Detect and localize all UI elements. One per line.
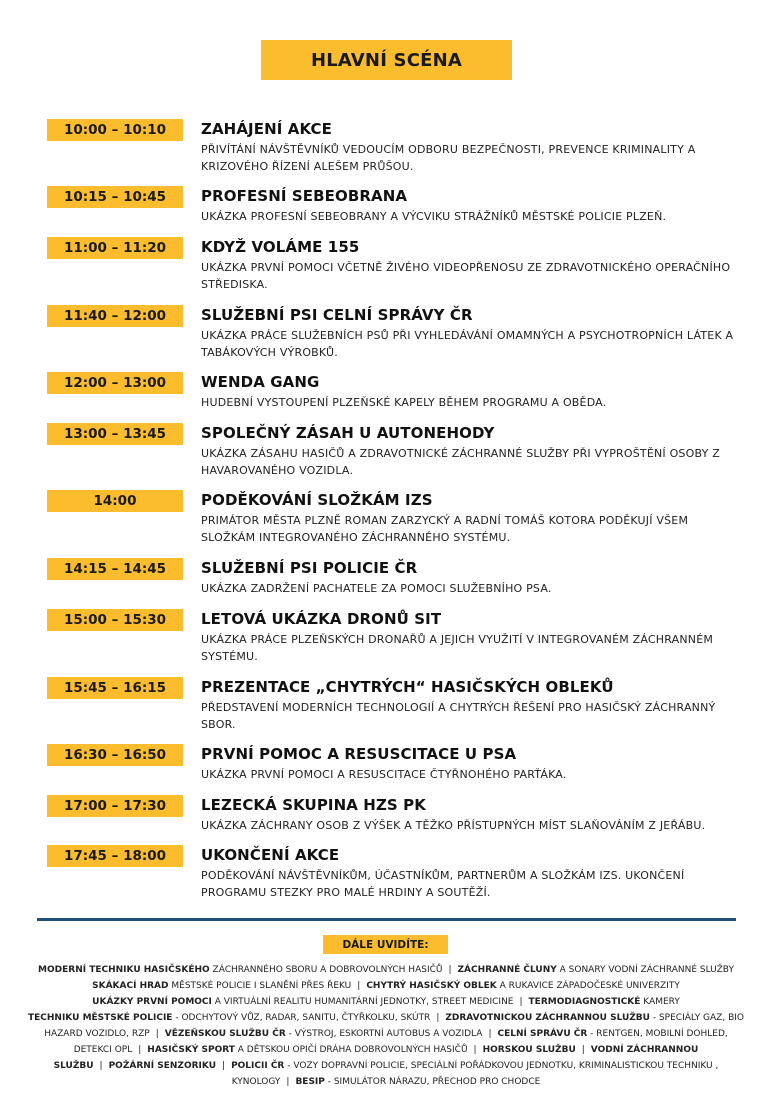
time-badge: 17:00 – 17:30: [47, 795, 183, 817]
event-title: ZAHÁJENÍ AKCE: [201, 120, 332, 138]
time-badge: 14:00: [47, 490, 183, 512]
event-title: PODĚKOVÁNÍ SLOŽKÁM IZS: [201, 491, 433, 509]
also-item-bold: HORSKOU SLUŽBU: [482, 1045, 576, 1055]
event-title: KDYŽ VOLÁME 155: [201, 238, 360, 256]
event-title: SLUŽEBNÍ PSI POLICIE ČR: [201, 559, 418, 577]
also-item-bold: VĚZEŇSKOU SLUŽBU ČR: [164, 1029, 286, 1039]
separator: |: [357, 981, 361, 991]
also-item-bold: CHYTRÝ HASIČSKÝ OBLEK: [366, 981, 497, 991]
event-description: PŘEDSTAVENÍ MODERNÍCH TECHNOLOGIÍ A CHYTRÝCH ŘEŠENÍ PRO HASIČSKÝ ZÁCHRANNÝ SBOR.: [201, 701, 716, 731]
also-see-list: [26, 962, 746, 1090]
also-item-text: - ODCHYTOVÝ VŮZ, RADAR, SANITU, ČTYŘKOLKU, SKÚTR: [172, 1013, 431, 1023]
event-description: UKÁZKA ZÁCHRANY OSOB Z VÝŠEK A TĚŽKO PŘÍSTUPNÝCH MÍST SLAŇOVÁNÍM Z JEŘÁBU.: [201, 819, 706, 832]
also-see-label: DÁLE UVIDÍTE:: [323, 935, 448, 954]
time-badge: 15:45 – 16:15: [47, 677, 183, 699]
separator: |: [436, 1013, 440, 1023]
also-item: [109, 1061, 216, 1071]
also-item-bold: POLICII ČR: [231, 1061, 285, 1071]
separator: |: [473, 1045, 477, 1055]
event-title: PREZENTACE „CHYTRÝCH“ HASIČSKÝCH OBLEKŮ: [201, 678, 614, 696]
also-item: [483, 1045, 576, 1055]
also-item-bold: CELNÍ SPRÁVU ČR: [497, 1029, 588, 1039]
also-item: [458, 965, 734, 975]
time-badge: 15:00 – 15:30: [47, 609, 183, 631]
time-badge: 12:00 – 13:00: [47, 372, 183, 394]
also-item-text: - SIMULÁTOR NÁRAZU, PŘECHOD PRO CHODCE: [324, 1077, 541, 1087]
separator: |: [155, 1029, 159, 1039]
event-description: UKÁZKA ZÁSAHU HASIČŮ A ZDRAVOTNICKÉ ZÁCHRANNÉ SLUŽBY PŘI VYPROŠTĚNÍ OSOBY Z HAVAROVANÉHO VOZIDLA.: [201, 447, 720, 477]
time-badge: 14:15 – 14:45: [47, 558, 183, 580]
event-description: UKÁZKA ZADRŽENÍ PACHATELE ZA POMOCI SLUŽEBNÍHO PSA.: [201, 582, 552, 595]
event-description: PŘIVÍTÁNÍ NÁVŠTĚVNÍKŮ VEDOUCÍM ODBORU BEZPEČNOSTI, PREVENCE KRIMINALITY A KRIZOVÉHO ŘÍZENÍ ALEŠEM PRŮŠOU.: [201, 143, 696, 173]
also-item-bold: VODNÍ ZÁCHRANNOU SLUŽBU: [53, 1045, 699, 1071]
event-title: PRVNÍ POMOC A RESUSCITACE U PSA: [201, 745, 517, 763]
event-title: LETOVÁ UKÁZKA DRONŮ SIT: [201, 610, 442, 628]
event-title: SLUŽEBNÍ PSI CELNÍ SPRÁVY ČR: [201, 306, 473, 324]
time-badge: 17:45 – 18:00: [47, 845, 183, 867]
also-item: [92, 997, 513, 1007]
event-title: PROFESNÍ SEBEOBRANA: [201, 187, 408, 205]
also-item-text: - VOZY DOPRAVNÍ POLICIE, SPECIÁLNÍ POŘÁDKOVOU JEDNOTKU, KRIMINALISTICKOU TECHNIKU , KYNOLOGY: [231, 1061, 719, 1087]
event-title: SPOLEČNÝ ZÁSAH U AUTONEHODY: [201, 424, 495, 442]
separator: |: [448, 965, 452, 975]
time-badge: 11:00 – 11:20: [47, 237, 183, 259]
separator: |: [488, 1029, 492, 1039]
also-item-text: A RUKAVICE ZÁPADOČESKÉ UNIVERZITY: [496, 981, 680, 991]
also-item-text: A DĚTSKOU OPIČÍ DRÁHA DOBROVOLNÝCH HASIČŮ: [234, 1045, 468, 1055]
event-description: PODĚKOVÁNÍ NÁVŠTĚVNÍKŮM, ÚČASTNÍKŮM, PARTNERŮM A SLOŽKÁM IZS. UKONČENÍ PROGRAMU STEZKY PRO MALÉ HRDINY A SOUTĚŽÍ.: [201, 869, 685, 899]
also-item-bold: HASIČSKÝ SPORT: [147, 1045, 235, 1055]
also-item-text: - VÝSTROJ, ESKORTNÍ AUTOBUS A VOZIDLA: [285, 1029, 483, 1039]
time-badge: 10:00 – 10:10: [47, 119, 183, 141]
separator: |: [519, 997, 523, 1007]
event-description: UKÁZKA PROFESNÍ SEBEOBRANY A VÝCVIKU STRÁŽNÍKŮ MĚSTSKÉ POLICIE PLZEŇ.: [201, 210, 667, 223]
event-description: UKÁZKA PRÁCE PLZEŇSKÝCH DRONAŘŮ A JEJICH VYUŽITÍ V INTEGROVANÉM ZÁCHRANNÉM SYSTÉMU.: [201, 633, 714, 663]
also-item-bold: UKÁZKY PRVNÍ POMOCI: [92, 997, 212, 1007]
also-item-text: - SPECIÁLY GAZ, BIO HAZARD VOZIDLO, RZP: [44, 1013, 744, 1039]
time-badge: 10:15 – 10:45: [47, 186, 183, 208]
time-badge: 11:40 – 12:00: [47, 305, 183, 327]
time-badge: 13:00 – 13:45: [47, 423, 183, 445]
also-item: [147, 1045, 467, 1055]
separator: |: [138, 1045, 142, 1055]
event-title: WENDA GANG: [201, 373, 320, 391]
also-item-text: A SONARY VODNÍ ZÁCHRANNÉ SLUŽBY: [556, 965, 734, 975]
time-badge: 16:30 – 16:50: [47, 744, 183, 766]
also-item-text: - RENTGEN, MOBILNÍ DOHLED, DETEKCI OPL: [73, 1029, 728, 1055]
event-description: UKÁZKA PRVNÍ POMOCI A RESUSCITACE ČTYŘNOHÉHO PARŤÁKA.: [201, 768, 567, 781]
also-item-bold: ZÁCHRANNÉ ČLUNY: [457, 965, 557, 975]
separator: |: [99, 1061, 103, 1071]
also-item-bold: ZDRAVOTNICKOU ZÁCHRANNOU SLUŽBU: [445, 1013, 650, 1023]
also-item-text: A VIRTUÁLNÍ REALITU HUMANITÁRNÍ JEDNOTKY, STREET MEDICINE: [211, 997, 514, 1007]
also-item: [529, 997, 680, 1007]
also-item-bold: BESIP: [295, 1077, 325, 1087]
separator: |: [286, 1077, 290, 1087]
also-item-bold: TECHNIKU MĚSTSKÉ POLICIE: [28, 1013, 173, 1023]
event-description: HUDEBNÍ VYSTOUPENÍ PLZEŇSKÉ KAPELY BĚHEM PROGRAMU A OBĚDA.: [201, 396, 607, 409]
event-description: UKÁZKA PRÁCE SLUŽEBNÍCH PSŮ PŘI VYHLEDÁVÁNÍ OMAMNÝCH A PSYCHOTROPNÍCH LÁTEK A TABÁKOVÝCH VÝROBKŮ.: [201, 329, 734, 359]
also-item: [165, 1029, 483, 1039]
separator: |: [581, 1045, 585, 1055]
also-item-text: MĚSTSKÉ POLICIE I SLANĚNÍ PŘES ŘEKU: [168, 981, 352, 991]
also-item-text: KAMERY: [640, 997, 680, 1007]
also-item-bold: MODERNÍ TECHNIKU HASIČSKÉHO: [38, 965, 210, 975]
also-item-text: ZÁCHRANNÉHO SBORU A DOBROVOLNÝCH HASIČŮ: [209, 965, 443, 975]
also-item: [38, 965, 442, 975]
event-title: LEZECKÁ SKUPINA HZS PK: [201, 796, 426, 814]
also-item-bold: POŽÁRNÍ SENZORIKU: [108, 1061, 217, 1071]
also-item-bold: SKÁKACÍ HRAD: [92, 981, 169, 991]
also-item: [92, 981, 351, 991]
also-item-bold: TERMODIAGNOSTICKÉ: [528, 997, 641, 1007]
page-title: HLAVNÍ SCÉNA: [261, 40, 512, 80]
divider: [37, 918, 736, 921]
event-description: PRIMÁTOR MĚSTA PLZNĚ ROMAN ZARZYCKÝ A RADNÍ TOMÁŠ KOTORA PODĚKUJÍ VŠEM SLOŽKÁM INTEGROVANÉHO ZÁCHRANNÉHO SYSTÉMU.: [201, 514, 689, 544]
event-title: UKONČENÍ AKCE: [201, 846, 340, 864]
event-description: UKÁZKA PRVNÍ POMOCI VČETNĚ ŽIVÉHO VIDEOPŘENOSU ZE ZDRAVOTNICKÉHO OPERAČNÍHO STŘEDISKA.: [201, 261, 731, 291]
also-item: [295, 1077, 540, 1087]
also-item: [28, 1013, 430, 1023]
separator: |: [222, 1061, 226, 1071]
also-item: [366, 981, 680, 991]
